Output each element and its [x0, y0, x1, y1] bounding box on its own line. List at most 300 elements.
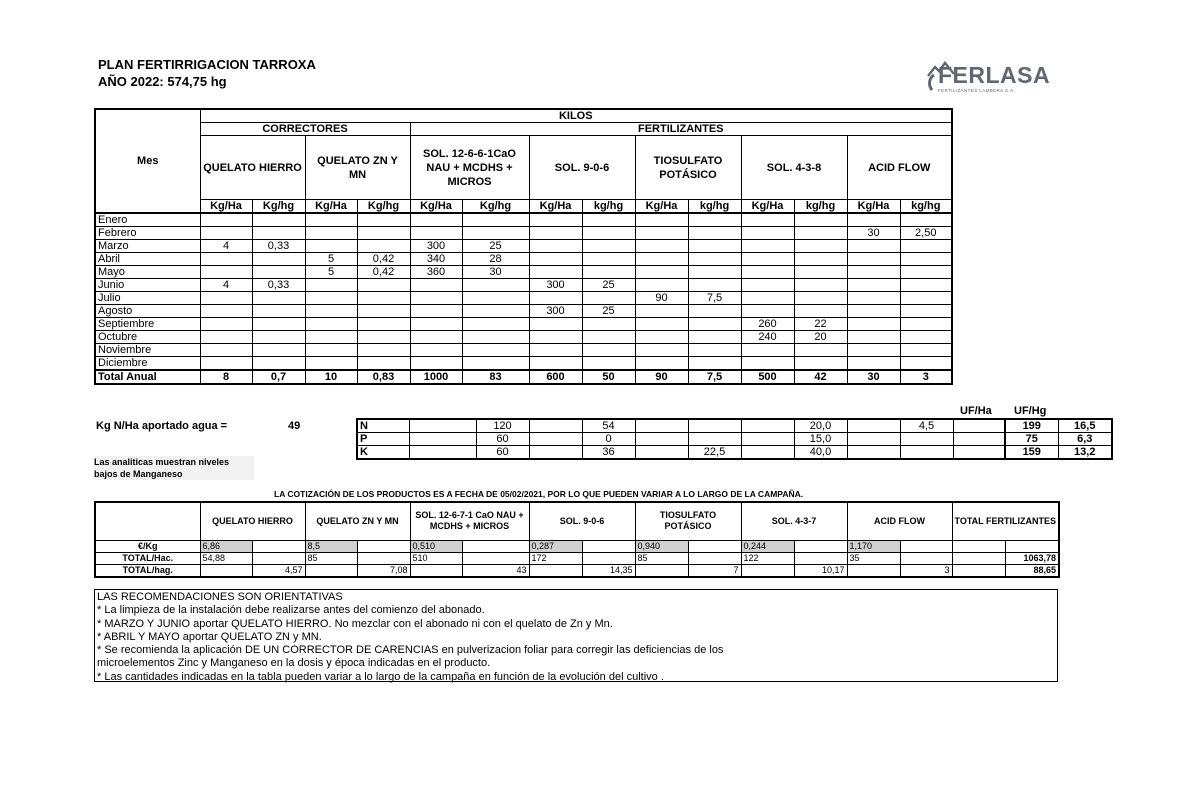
price-cell: 35 — [847, 552, 900, 564]
nutrient-cell — [741, 419, 794, 433]
total-label: Total Anual — [95, 370, 200, 384]
price-cell — [900, 552, 952, 564]
nutrient-cell — [688, 419, 741, 433]
product-header: ACID FLOW — [847, 136, 952, 200]
nutrient-cell: 22,5 — [688, 446, 741, 460]
total-fertilizantes-cell — [1005, 540, 1059, 552]
dose-cell — [635, 253, 688, 266]
dose-cell — [462, 292, 529, 305]
dose-cell — [529, 240, 582, 253]
dose-cell — [357, 331, 410, 344]
dose-cell — [582, 240, 635, 253]
dose-cell — [582, 213, 635, 227]
recommendation-line: * ABRIL Y MAYO aportar QUELATO ZN y MN. — [97, 630, 322, 643]
dose-cell — [200, 305, 252, 318]
dose-cell — [741, 357, 794, 371]
nutrient-cell — [847, 433, 900, 446]
price-cell — [635, 564, 688, 577]
dose-cell — [305, 318, 357, 331]
month-row — [95, 253, 952, 266]
month-row — [95, 318, 952, 331]
dose-cell — [688, 331, 741, 344]
price-cell — [847, 564, 900, 577]
dose-cell: 25 — [582, 279, 635, 292]
price-cell: 0,287 — [529, 540, 582, 552]
recommendation-line: microelementos Zinc y Manganeso en la dosis y época indicadas en el producto. — [97, 657, 491, 670]
dose-cell — [410, 344, 462, 357]
dose-cell — [741, 266, 794, 279]
nutrient-cell — [847, 446, 900, 460]
dose-cell — [847, 357, 900, 371]
nutrient-cell — [953, 419, 1005, 433]
dose-cell — [305, 344, 357, 357]
dose-cell — [847, 305, 900, 318]
dose-cell — [305, 279, 357, 292]
dose-cell — [200, 292, 252, 305]
price-cell: 0,940 — [635, 540, 688, 552]
dose-cell — [688, 227, 741, 240]
month-label: Agosto — [95, 305, 200, 318]
dose-cell — [305, 227, 357, 240]
dose-cell — [900, 318, 952, 331]
dose-cell: 25 — [462, 240, 529, 253]
dose-cell — [252, 227, 305, 240]
price-cell — [794, 540, 847, 552]
price-row-label: TOTAL/hag. — [95, 564, 200, 577]
price-product-header: SOL. 12-6-7-1 CaO NAU + MCDHS + MICROS — [410, 502, 529, 540]
fertilizantes-header: FERTILIZANTES — [410, 123, 952, 136]
total-cell: 600 — [529, 370, 582, 384]
dose-cell — [305, 213, 357, 227]
price-row — [95, 564, 1059, 577]
page-title — [98, 56, 316, 90]
dose-cell — [357, 240, 410, 253]
price-product-header: QUELATO ZN Y MN — [305, 502, 410, 540]
dose-cell — [688, 213, 741, 227]
price-cell: 43 — [462, 564, 529, 577]
price-row-label: €/Kg — [95, 540, 200, 552]
dose-cell — [794, 357, 847, 371]
total-cell: 0,7 — [252, 370, 305, 384]
recommendation-line: * La limpieza de la instalación debe realizarse antes del comienzo del abonado. — [97, 604, 485, 617]
price-cell: 85 — [635, 552, 688, 564]
dose-cell — [741, 292, 794, 305]
price-product-header: QUELATO HIERRO — [200, 502, 305, 540]
month-row — [95, 213, 952, 227]
nutrient-cell: 120 — [476, 419, 529, 433]
nutrient-cell: 60 — [476, 433, 529, 446]
dose-cell — [410, 357, 462, 371]
dose-cell — [252, 292, 305, 305]
title-line-1: PLAN FERTIRRIGACION TARROXA — [98, 57, 316, 72]
dose-cell: 0,42 — [357, 266, 410, 279]
dose-cell — [847, 266, 900, 279]
dose-cell — [635, 266, 688, 279]
dose-cell — [462, 318, 529, 331]
dose-cell: 4 — [200, 279, 252, 292]
unit-subheader: Kg/Ha — [847, 200, 900, 214]
price-cell: 10,17 — [794, 564, 847, 577]
price-cell — [688, 540, 741, 552]
dose-cell — [794, 305, 847, 318]
nutrient-cell: 60 — [476, 446, 529, 460]
month-label: Febrero — [95, 227, 200, 240]
dose-cell: 22 — [794, 318, 847, 331]
uf-hg-header: UF/Hg — [1014, 405, 1047, 417]
product-header: QUELATO ZN Y MN — [305, 136, 410, 200]
dose-cell — [462, 213, 529, 227]
dose-cell — [305, 331, 357, 344]
price-table — [94, 501, 1060, 578]
price-cell: 1,170 — [847, 540, 900, 552]
nutrient-cell — [529, 446, 582, 460]
dose-cell — [847, 213, 900, 227]
unit-subheader: Kg/Ha — [200, 200, 252, 214]
total-cell: 0,83 — [357, 370, 410, 384]
total-cell: 42 — [794, 370, 847, 384]
dose-cell — [794, 213, 847, 227]
nutrient-cell — [409, 419, 476, 433]
nutrient-cell — [409, 433, 476, 446]
unit-subheader: kg/hg — [688, 200, 741, 214]
dose-cell — [462, 331, 529, 344]
dose-cell — [529, 331, 582, 344]
unit-subheader: Kg/hg — [357, 200, 410, 214]
price-cell — [305, 564, 357, 577]
month-label: Octubre — [95, 331, 200, 344]
dose-cell — [200, 318, 252, 331]
price-cell: 0,510 — [410, 540, 462, 552]
price-cell: 0,244 — [741, 540, 794, 552]
price-cell: 7 — [688, 564, 741, 577]
price-cell — [357, 552, 410, 564]
dose-cell: 360 — [410, 266, 462, 279]
dose-cell — [305, 292, 357, 305]
dose-cell — [200, 331, 252, 344]
dose-cell — [635, 331, 688, 344]
price-product-header: TIOSULFATO POTÁSICO — [635, 502, 741, 540]
nutrient-cell: 40,0 — [794, 446, 847, 460]
total-cell: 10 — [305, 370, 357, 384]
dose-cell — [688, 305, 741, 318]
dose-cell — [794, 292, 847, 305]
month-row — [95, 240, 952, 253]
nutrient-cell: 0 — [582, 433, 635, 446]
month-label: Marzo — [95, 240, 200, 253]
month-label: Diciembre — [95, 357, 200, 371]
total-cell: 90 — [635, 370, 688, 384]
uf-ha-cell: 199 — [1005, 419, 1058, 433]
total-spacer-cell — [952, 540, 1005, 552]
dose-cell — [410, 213, 462, 227]
nutrient-label: N — [357, 419, 409, 433]
dose-cell — [462, 344, 529, 357]
dose-cell — [582, 227, 635, 240]
dose-cell — [200, 266, 252, 279]
dose-cell — [847, 344, 900, 357]
dose-cell — [252, 305, 305, 318]
price-cell — [200, 564, 252, 577]
dose-cell — [900, 240, 952, 253]
dose-cell — [635, 227, 688, 240]
correctores-header: CORRECTORES — [200, 123, 410, 136]
unit-subheader: Kg/Ha — [305, 200, 357, 214]
dose-cell — [847, 253, 900, 266]
dose-cell: 5 — [305, 253, 357, 266]
dose-cell — [410, 279, 462, 292]
dose-cell — [635, 344, 688, 357]
nutrient-cell — [529, 433, 582, 446]
price-product-header: ACID FLOW — [847, 502, 952, 540]
month-row — [95, 331, 952, 344]
dose-cell — [200, 357, 252, 371]
dose-cell — [741, 279, 794, 292]
unit-subheader: Kg/Ha — [635, 200, 688, 214]
dose-cell — [900, 213, 952, 227]
dose-cell — [305, 240, 357, 253]
dose-cell — [357, 213, 410, 227]
dose-cell — [847, 279, 900, 292]
dose-cell — [305, 357, 357, 371]
dose-cell — [688, 344, 741, 357]
dose-cell — [900, 357, 952, 371]
dose-cell — [529, 266, 582, 279]
dose-cell — [529, 344, 582, 357]
dose-cell — [357, 292, 410, 305]
total-cell: 83 — [462, 370, 529, 384]
price-cell: 172 — [529, 552, 582, 564]
price-cell — [357, 540, 410, 552]
price-row-label: TOTAL/Hac. — [95, 552, 200, 564]
nutrient-cell — [635, 433, 688, 446]
dose-cell: 4 — [200, 240, 252, 253]
recommendation-line: * Se recomienda la aplicación DE UN CORRECTOR DE CARENCIAS en pulverizacion foliar para corregir las deficiencias de los — [97, 644, 724, 657]
dose-cell — [900, 344, 952, 357]
price-cell: 85 — [305, 552, 357, 564]
product-header: SOL. 9-0-6 — [529, 136, 635, 200]
price-cell: 122 — [741, 552, 794, 564]
nutrient-cell — [741, 433, 794, 446]
unit-subheader: Kg/Ha — [741, 200, 794, 214]
price-cell — [252, 540, 305, 552]
dose-cell — [200, 213, 252, 227]
total-cell: 3 — [900, 370, 952, 384]
price-cell — [741, 564, 794, 577]
dose-cell — [252, 213, 305, 227]
dose-cell — [900, 305, 952, 318]
dose-cell — [741, 213, 794, 227]
logo-subtitle: FERTILIZANTES LAMBERA S.A. — [938, 88, 1016, 93]
nutrient-label: P — [357, 433, 409, 446]
dose-cell — [688, 266, 741, 279]
month-label: Enero — [95, 213, 200, 227]
dose-cell — [847, 318, 900, 331]
nutrient-cell — [635, 446, 688, 460]
dose-cell — [529, 227, 582, 240]
nutrient-cell: 20,0 — [794, 419, 847, 433]
uf-ha-cell: 75 — [1005, 433, 1058, 446]
price-row — [95, 552, 1059, 564]
price-product-header: SOL. 4-3-7 — [741, 502, 847, 540]
dose-cell — [794, 240, 847, 253]
logo-text: FERLASA — [938, 62, 1051, 88]
dose-cell: 0,33 — [252, 240, 305, 253]
dose-cell — [252, 331, 305, 344]
dose-cell — [252, 253, 305, 266]
dose-cell — [357, 227, 410, 240]
nutrient-cell: 4,5 — [900, 419, 953, 433]
price-cell: 8,5 — [305, 540, 357, 552]
dose-cell — [688, 357, 741, 371]
total-cell: 50 — [582, 370, 635, 384]
month-label: Septiembre — [95, 318, 200, 331]
unit-subheader: kg/hg — [794, 200, 847, 214]
dose-cell — [741, 240, 794, 253]
dose-cell — [462, 279, 529, 292]
price-cell — [529, 564, 582, 577]
unit-subheader: Kg/hg — [252, 200, 305, 214]
dose-cell — [847, 240, 900, 253]
dose-cell: 28 — [462, 253, 529, 266]
month-row — [95, 357, 952, 371]
dose-cell — [847, 331, 900, 344]
month-row — [95, 344, 952, 357]
dose-cell — [741, 253, 794, 266]
dose-cell — [529, 253, 582, 266]
dose-cell — [529, 292, 582, 305]
dose-cell — [794, 279, 847, 292]
recommendation-line: * MARZO Y JUNIO aportar QUELATO HIERRO. No mezclar con el abonado ni con el quelato de Zn y Mn. — [97, 617, 613, 630]
price-cell — [900, 540, 952, 552]
dose-cell — [252, 357, 305, 371]
dose-cell — [582, 292, 635, 305]
dose-cell — [252, 266, 305, 279]
price-product-header: SOL. 9-0-6 — [529, 502, 635, 540]
dose-cell: 25 — [582, 305, 635, 318]
month-row — [95, 227, 952, 240]
price-cell — [582, 540, 635, 552]
dose-cell — [635, 318, 688, 331]
dose-cell — [635, 213, 688, 227]
uf-ha-header: UF/Ha — [960, 405, 992, 417]
recommendation-line: LAS RECOMENDACIONES SON ORIENTATIVAS — [97, 591, 343, 603]
price-cell — [582, 552, 635, 564]
dose-cell: 20 — [794, 331, 847, 344]
dose-cell — [900, 292, 952, 305]
dose-cell — [794, 266, 847, 279]
dose-cell — [688, 253, 741, 266]
total-spacer-cell — [952, 564, 1005, 577]
dose-cell — [794, 344, 847, 357]
nutrient-cell — [635, 419, 688, 433]
kg-n-value: 49 — [288, 420, 301, 432]
dose-cell: 0,42 — [357, 253, 410, 266]
dose-cell — [462, 227, 529, 240]
dose-cell — [357, 344, 410, 357]
dose-cell — [529, 318, 582, 331]
uf-hg-cell: 13,2 — [1058, 446, 1112, 460]
uf-hg-cell: 16,5 — [1058, 419, 1112, 433]
dose-cell — [635, 357, 688, 371]
month-row — [95, 292, 952, 305]
dose-cell — [688, 279, 741, 292]
dose-cell — [900, 266, 952, 279]
uf-ha-cell: 159 — [1005, 446, 1058, 460]
recommendations-box — [94, 589, 1058, 682]
price-cell: 14,35 — [582, 564, 635, 577]
mes-header: Mes — [95, 109, 200, 213]
dose-cell — [410, 227, 462, 240]
total-cell: 1000 — [410, 370, 462, 384]
unit-subheader: Kg/Ha — [410, 200, 462, 214]
total-spacer-cell — [952, 552, 1005, 564]
nutrient-label: K — [357, 446, 409, 460]
dose-cell — [410, 292, 462, 305]
month-label: Abril — [95, 253, 200, 266]
dose-cell — [688, 318, 741, 331]
dose-cell — [357, 279, 410, 292]
dose-cell — [582, 344, 635, 357]
nutrient-units-table — [356, 418, 1113, 460]
dose-cell — [847, 292, 900, 305]
dose-cell: 7,5 — [688, 292, 741, 305]
total-cell: 30 — [847, 370, 900, 384]
price-cell — [462, 540, 529, 552]
price-cell — [688, 552, 741, 564]
dose-cell — [582, 318, 635, 331]
dose-cell — [462, 357, 529, 371]
price-cell — [252, 552, 305, 564]
dose-cell — [410, 318, 462, 331]
nutrient-cell — [847, 419, 900, 433]
dose-cell — [200, 227, 252, 240]
dose-cell — [688, 240, 741, 253]
dose-cell — [741, 344, 794, 357]
nutrient-cell — [900, 433, 953, 446]
unit-subheader: kg/hg — [582, 200, 635, 214]
dose-cell: 90 — [635, 292, 688, 305]
unit-subheader: kg/hg — [900, 200, 952, 214]
nutrient-cell — [529, 419, 582, 433]
nutrient-cell: 54 — [582, 419, 635, 433]
month-label: Junio — [95, 279, 200, 292]
uf-hg-cell: 6,3 — [1058, 433, 1112, 446]
dose-cell — [582, 253, 635, 266]
unit-subheader: Kg/Ha — [529, 200, 582, 214]
dose-cell: 0,33 — [252, 279, 305, 292]
dose-cell — [529, 213, 582, 227]
nutrient-cell — [741, 446, 794, 460]
nutrient-cell: 36 — [582, 446, 635, 460]
nutrient-cell — [409, 446, 476, 460]
dose-cell — [794, 227, 847, 240]
product-header: SOL. 4-3-8 — [741, 136, 847, 200]
dose-cell — [410, 331, 462, 344]
nutrient-row — [357, 419, 1112, 433]
price-cell: 510 — [410, 552, 462, 564]
dose-cell — [582, 266, 635, 279]
dose-cell — [462, 305, 529, 318]
dose-cell — [529, 357, 582, 371]
dose-cell — [200, 253, 252, 266]
total-fertilizantes-header: TOTAL FERTILIZANTES — [952, 502, 1059, 540]
total-cell: 500 — [741, 370, 794, 384]
dose-cell: 240 — [741, 331, 794, 344]
ferlasa-logo — [926, 58, 1060, 98]
title-line-2: AÑO 2022: 574,75 hg — [98, 74, 227, 89]
month-label: Julio — [95, 292, 200, 305]
dose-cell: 300 — [529, 279, 582, 292]
